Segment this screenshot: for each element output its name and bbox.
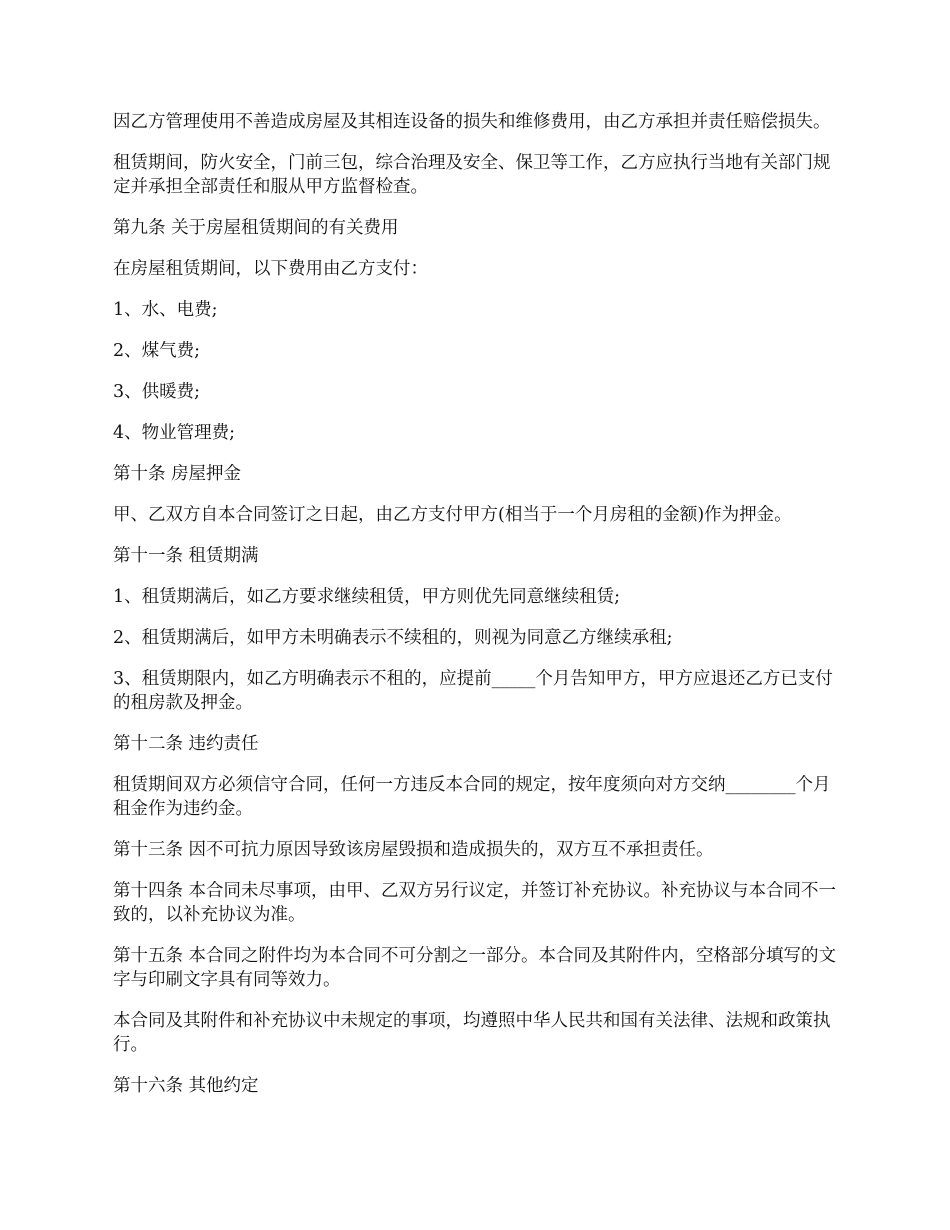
list-item-expiry-2: 2、租赁期满后，如甲方未明确表示不续租的，则视为同意乙方继续承租; xyxy=(113,628,673,648)
list-item-expiry-3: 3、租赁期限内，如乙方明确表示不租的，应提前_____个月告知甲方，甲方应退还乙方已支付的租房款及押金。 xyxy=(113,669,833,713)
heading-article-9: 第九条 关于房屋租赁期间的有关费用 xyxy=(113,218,399,238)
list-item-fee-2: 2、煤气费; xyxy=(113,341,201,361)
heading-article-12: 第十二条 违约责任 xyxy=(113,734,259,754)
paragraph-deposit: 甲、乙双方自本合同签订之日起，由乙方支付甲方(相当于一个月房租的金额)作为押金。 xyxy=(113,505,792,525)
heading-article-10: 第十条 房屋押金 xyxy=(113,464,242,484)
paragraph-damage-liability: 因乙方管理使用不善造成房屋及其相连设备的损失和维修费用，由乙方承担并责任赔偿损失。 xyxy=(113,112,831,132)
list-item-fee-4: 4、物业管理费; xyxy=(113,423,236,443)
heading-article-11: 第十一条 租赁期满 xyxy=(113,546,259,566)
heading-article-15: 第十五条 本合同之附件均为本合同不可分割之一部分。本合同及其附件内，空格部分填写的文字与印刷文字具有同等效力。 xyxy=(113,946,837,990)
paragraph-fees-intro: 在房屋租赁期间，以下费用由乙方支付： xyxy=(113,259,428,279)
list-item-fee-1: 1、水、电费; xyxy=(113,300,218,320)
list-item-expiry-1: 1、租赁期满后，如乙方要求继续租赁，甲方则优先同意继续租赁; xyxy=(113,587,621,607)
paragraph-safety-duties: 租赁期间，防火安全，门前三包，综合治理及安全、保卫等工作，乙方应执行当地有关部门规定并承担全部责任和服从甲方监督检查。 xyxy=(113,153,831,197)
paragraph-breach: 租赁期间双方必须信守合同，任何一方违反本合同的规定，按年度须向对方交纳________个月租金作为违约金。 xyxy=(113,775,831,819)
document-body xyxy=(113,110,843,1115)
heading-article-14: 第十四条 本合同未尽事项，由甲、乙双方另行议定，并签订补充协议。补充协议与本合同不一致的，以补充协议为准。 xyxy=(113,881,837,925)
paragraph-legal-basis: 本合同及其附件和补充协议中未规定的事项，均遵照中华人民共和国有关法律、法规和政策执行。 xyxy=(113,1011,831,1055)
heading-article-16: 第十六条 其他约定 xyxy=(113,1076,259,1096)
list-item-fee-3: 3、供暖费; xyxy=(113,382,201,402)
heading-article-13: 第十三条 因不可抗力原因导致该房屋毁损和造成损失的，双方互不承担责任。 xyxy=(113,840,714,860)
